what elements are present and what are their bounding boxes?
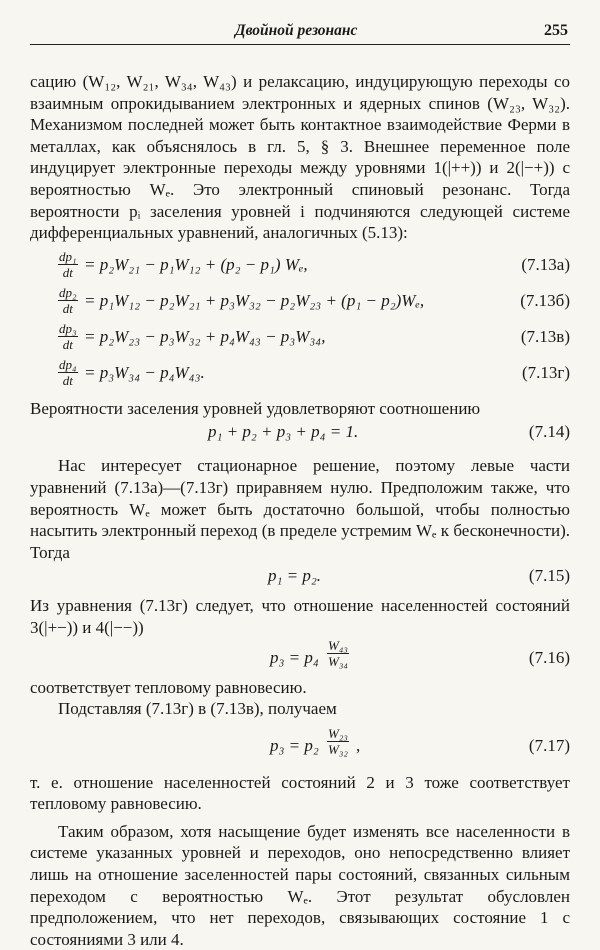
equation-7-17 <box>30 726 570 766</box>
equation-number: (7.13б) <box>520 290 570 310</box>
equation-comma: , <box>356 735 361 755</box>
equation-7-16 <box>30 639 570 677</box>
paragraph-7: т. е. отношение населенностей состояний 2 и 3 тоже соответствует тепловому равновесию. <box>30 772 570 814</box>
equation-number: (7.13г) <box>521 362 570 382</box>
derivative-fraction: $\frac{\text{dp₂}}{dt}$ <box>59 284 77 316</box>
equation-number: (7.14) <box>528 422 570 442</box>
derivative-fraction: $\frac{\text{dp₁}}{dt}$ <box>59 248 77 280</box>
paragraph-4: Из уравнения (7.13г) следует, что отношение населенностей состояний 3(|+−)) и 4(|−−)) <box>30 596 570 637</box>
paragraph-1: сацию (W₁₂, W₂₁, W₃₄, W₄₃) и релаксацию, индуцирующую переходы со взаимным опрокидыванием электронных и ядерных спинов (W₂₃, W₃₂). Механизмом последней может быть контактное взаимодействие Ферми в металлах, как объяснялось в гл. 5, § 3. Внешнее переменное поле индуцирует электронные переходы между уровнями 1(|++)) и 2(|−+)) с вероятностью Wₑ. Это электронный спиновый резонанс. Тогда вероятности pᵢ заселения уровней i подчиняются следующей системе дифференциальных уравнений, аналогичных (5.13): <box>30 72 570 243</box>
equation-7-13a <box>30 250 570 280</box>
equation-7-14 <box>30 419 570 445</box>
equation-number: (7.13в) <box>520 326 570 346</box>
ratio-fraction: $\frac{\text{W₂₃}}{\text{W₃₂}}$ <box>328 725 348 757</box>
ratio-fraction: $\frac{\text{W₄₃}}{\text{W₃₄}}$ <box>328 637 348 669</box>
equation-rhs: = p₂W₂₃ − p₃W₃₂ + p₄W₄₃ − p₃W₃₄, <box>84 326 326 346</box>
equation-number: (7.15) <box>528 566 570 586</box>
equation-number: (7.16) <box>528 647 570 667</box>
equation-rhs: = p₂W₂₁ − p₁W₁₂ + (p₂ − p₁) Wₑ, <box>84 254 308 274</box>
equation-7-13b <box>30 286 570 316</box>
equation-7-15 <box>30 563 570 589</box>
paragraph-3: Нас интересует стационарное решение, поэтому левые части уравнений (7.13а)—(7.13г) приравняем нулю. Предположим также, что вероятность Wₑ может быть достаточно большой, чтобы полностью насытить электронный переход (в пределе устремим Wₑ к бесконечности). Тогда <box>30 456 570 562</box>
paragraph-8: Таким образом, хотя насыщение будет изменять все населенности в системе указанных уровней и переходов, оно непосредственно влияет лишь на отношение заселенностей пары состояний, связанных сильным переходом с вероятностью Wₑ. Этот результат обусловлен предположением, что нет переходов, связывающих состояние 1 с состояниями 3 или 4. <box>30 821 570 949</box>
page-header <box>30 18 570 45</box>
equation-body: p₁ + p₂ + p₃ + p₄ = 1. <box>208 422 359 442</box>
paragraph-6: Подставляя (7.13г) в (7.13в), получаем <box>58 699 337 719</box>
equation-rhs: = p₃W₃₄ − p₄W₄₃. <box>84 362 205 382</box>
equation-7-13v <box>30 322 570 352</box>
paragraph-5: соответствует тепловому равновесию. <box>30 677 307 697</box>
equation-rhs: = p₁W₁₂ − p₂W₂₁ + p₃W₃₂ − p₂W₂₃ + (p₁ − p₂)Wₑ, <box>84 290 425 310</box>
equation-number: (7.17) <box>528 735 570 755</box>
equation-lhs: p₃ = p₄ <box>270 647 319 667</box>
page-number: 255 <box>544 22 568 39</box>
paragraph-2: Вероятности заселения уровней удовлетворяют соотношению <box>30 398 481 418</box>
equation-body: p₁ = p₂. <box>268 566 322 586</box>
derivative-fraction: $\frac{\text{dp₄}}{dt}$ <box>59 356 77 388</box>
derivative-fraction: $\frac{\text{dp₃}}{dt}$ <box>59 320 77 352</box>
running-title: Двойной резонанс <box>235 22 358 39</box>
equation-7-13g <box>30 358 570 388</box>
book-page <box>30 18 570 950</box>
equation-number: (7.13а) <box>521 254 570 274</box>
equation-lhs: p₃ = p₂ <box>270 735 319 755</box>
